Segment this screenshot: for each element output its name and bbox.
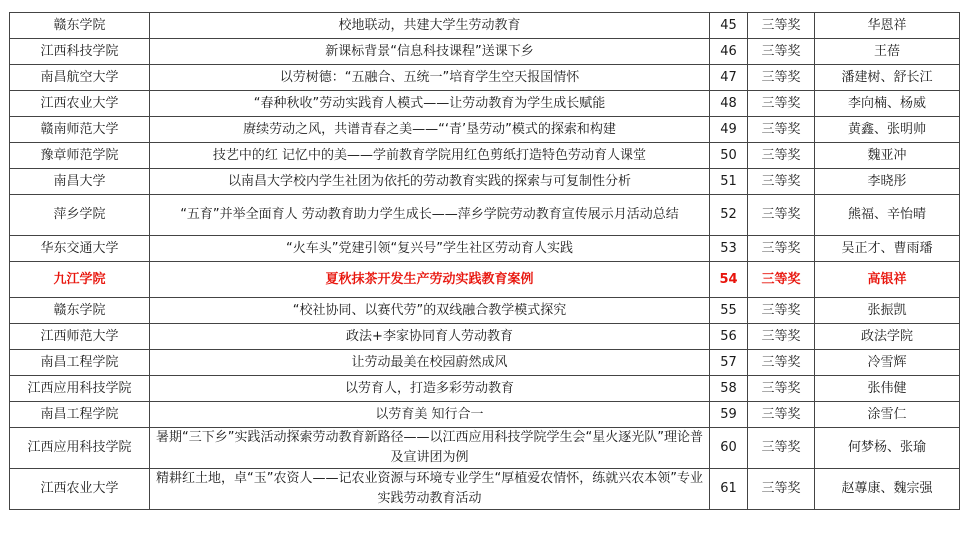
title-cell: 技艺中的红 记忆中的美——学前教育学院用红色剪纸打造特色劳动育人课堂 [150, 143, 710, 169]
title-cell: “火车头”党建引领“复兴号”学生社区劳动育人实践 [150, 236, 710, 262]
authors-cell: 潘建树、舒长江 [815, 65, 960, 91]
number-cell: 58 [710, 376, 748, 402]
award-cell: 三等奖 [748, 428, 815, 469]
number-cell: 47 [710, 65, 748, 91]
number-cell: 60 [710, 428, 748, 469]
authors-cell: 熊福、辛怡晴 [815, 195, 960, 236]
table-row [10, 298, 960, 324]
title-cell: 夏秋抹茶开发生产劳动实践教育案例 [150, 262, 710, 298]
table-row [10, 143, 960, 169]
award-cell: 三等奖 [748, 91, 815, 117]
number-cell: 48 [710, 91, 748, 117]
school-cell: 南昌航空大学 [10, 65, 150, 91]
title-cell: 让劳动最美在校园蔚然成风 [150, 350, 710, 376]
number-cell: 52 [710, 195, 748, 236]
number-cell: 54 [710, 262, 748, 298]
table-row [10, 65, 960, 91]
table-row [10, 169, 960, 195]
award-cell: 三等奖 [748, 195, 815, 236]
authors-cell: 政法学院 [815, 324, 960, 350]
number-cell: 46 [710, 39, 748, 65]
award-cell: 三等奖 [748, 236, 815, 262]
school-cell: 南昌大学 [10, 169, 150, 195]
awards-table-container [9, 12, 959, 510]
award-cell: 三等奖 [748, 13, 815, 39]
table-row-highlighted [10, 262, 960, 298]
authors-cell: 高银祥 [815, 262, 960, 298]
school-cell: 江西师范大学 [10, 324, 150, 350]
school-cell: 江西农业大学 [10, 91, 150, 117]
number-cell: 50 [710, 143, 748, 169]
number-cell: 61 [710, 469, 748, 510]
table-row [10, 376, 960, 402]
award-cell: 三等奖 [748, 169, 815, 195]
school-cell: 南昌工程学院 [10, 402, 150, 428]
school-cell: 江西应用科技学院 [10, 376, 150, 402]
award-cell: 三等奖 [748, 469, 815, 510]
school-cell: 江西科技学院 [10, 39, 150, 65]
authors-cell: 魏亚冲 [815, 143, 960, 169]
table-row [10, 117, 960, 143]
table-row [10, 91, 960, 117]
award-cell: 三等奖 [748, 298, 815, 324]
title-cell: 以劳树德：“五融合、五统一”培育学生空天报国情怀 [150, 65, 710, 91]
title-cell: 以南昌大学校内学生社团为依托的劳动教育实践的探索与可复制性分析 [150, 169, 710, 195]
table-row [10, 236, 960, 262]
awards-table [9, 12, 960, 510]
title-cell: 校地联动，共建大学生劳动教育 [150, 13, 710, 39]
table-row [10, 350, 960, 376]
school-cell: 赣东学院 [10, 13, 150, 39]
award-cell: 三等奖 [748, 39, 815, 65]
table-row [10, 39, 960, 65]
school-cell: 豫章师范学院 [10, 143, 150, 169]
number-cell: 55 [710, 298, 748, 324]
authors-cell: 何梦杨、张瑜 [815, 428, 960, 469]
table-row [10, 195, 960, 236]
school-cell: 萍乡学院 [10, 195, 150, 236]
title-cell: “校社协同、以赛代劳”的双线融合教学模式探究 [150, 298, 710, 324]
school-cell: 江西农业大学 [10, 469, 150, 510]
title-cell: 新课标背景“信息科技课程”送课下乡 [150, 39, 710, 65]
number-cell: 57 [710, 350, 748, 376]
award-cell: 三等奖 [748, 350, 815, 376]
award-cell: 三等奖 [748, 376, 815, 402]
number-cell: 56 [710, 324, 748, 350]
title-cell: 以劳育人，打造多彩劳动教育 [150, 376, 710, 402]
authors-cell: 赵蓴康、魏宗强 [815, 469, 960, 510]
number-cell: 53 [710, 236, 748, 262]
authors-cell: 涂雪仁 [815, 402, 960, 428]
school-cell: 华东交通大学 [10, 236, 150, 262]
authors-cell: 李晓彤 [815, 169, 960, 195]
number-cell: 45 [710, 13, 748, 39]
school-cell: 九江学院 [10, 262, 150, 298]
school-cell: 南昌工程学院 [10, 350, 150, 376]
award-cell: 三等奖 [748, 324, 815, 350]
authors-cell: 冷雪辉 [815, 350, 960, 376]
award-cell: 三等奖 [748, 262, 815, 298]
number-cell: 59 [710, 402, 748, 428]
title-cell: 暑期“三下乡”实践活动探索劳动教育新路径——以江西应用科技学院学生会“星火逐光队”理论普及宣讲团为例 [150, 428, 710, 469]
title-cell: “五育”并举全面育人 劳动教育助力学生成长——萍乡学院劳动教育宣传展示月活动总结 [150, 195, 710, 236]
title-cell: 以劳育美 知行合一 [150, 402, 710, 428]
title-cell: 政法+李家协同育人劳动教育 [150, 324, 710, 350]
table-row [10, 13, 960, 39]
authors-cell: 张振凯 [815, 298, 960, 324]
title-cell: “春种秋收”劳动实践育人模式——让劳动教育为学生成长赋能 [150, 91, 710, 117]
title-cell: 赓续劳动之风，共谱青春之美——“‘青’垦劳动”模式的探索和构建 [150, 117, 710, 143]
table-row [10, 402, 960, 428]
authors-cell: 张伟健 [815, 376, 960, 402]
award-cell: 三等奖 [748, 65, 815, 91]
number-cell: 51 [710, 169, 748, 195]
award-cell: 三等奖 [748, 402, 815, 428]
award-cell: 三等奖 [748, 143, 815, 169]
award-cell: 三等奖 [748, 117, 815, 143]
authors-cell: 李向楠、杨威 [815, 91, 960, 117]
table-row [10, 324, 960, 350]
authors-cell: 黄鑫、张明帅 [815, 117, 960, 143]
table-row [10, 428, 960, 469]
table-row [10, 469, 960, 510]
authors-cell: 王蓓 [815, 39, 960, 65]
title-cell: 精耕红土地，卓“玉”农资人——记农业资源与环境专业学生“厚植爱农情怀，练就兴农本领”专业实践劳动教育活动 [150, 469, 710, 510]
school-cell: 赣东学院 [10, 298, 150, 324]
authors-cell: 吴正才、曹雨璠 [815, 236, 960, 262]
number-cell: 49 [710, 117, 748, 143]
school-cell: 赣南师范大学 [10, 117, 150, 143]
school-cell: 江西应用科技学院 [10, 428, 150, 469]
authors-cell: 华恩祥 [815, 13, 960, 39]
